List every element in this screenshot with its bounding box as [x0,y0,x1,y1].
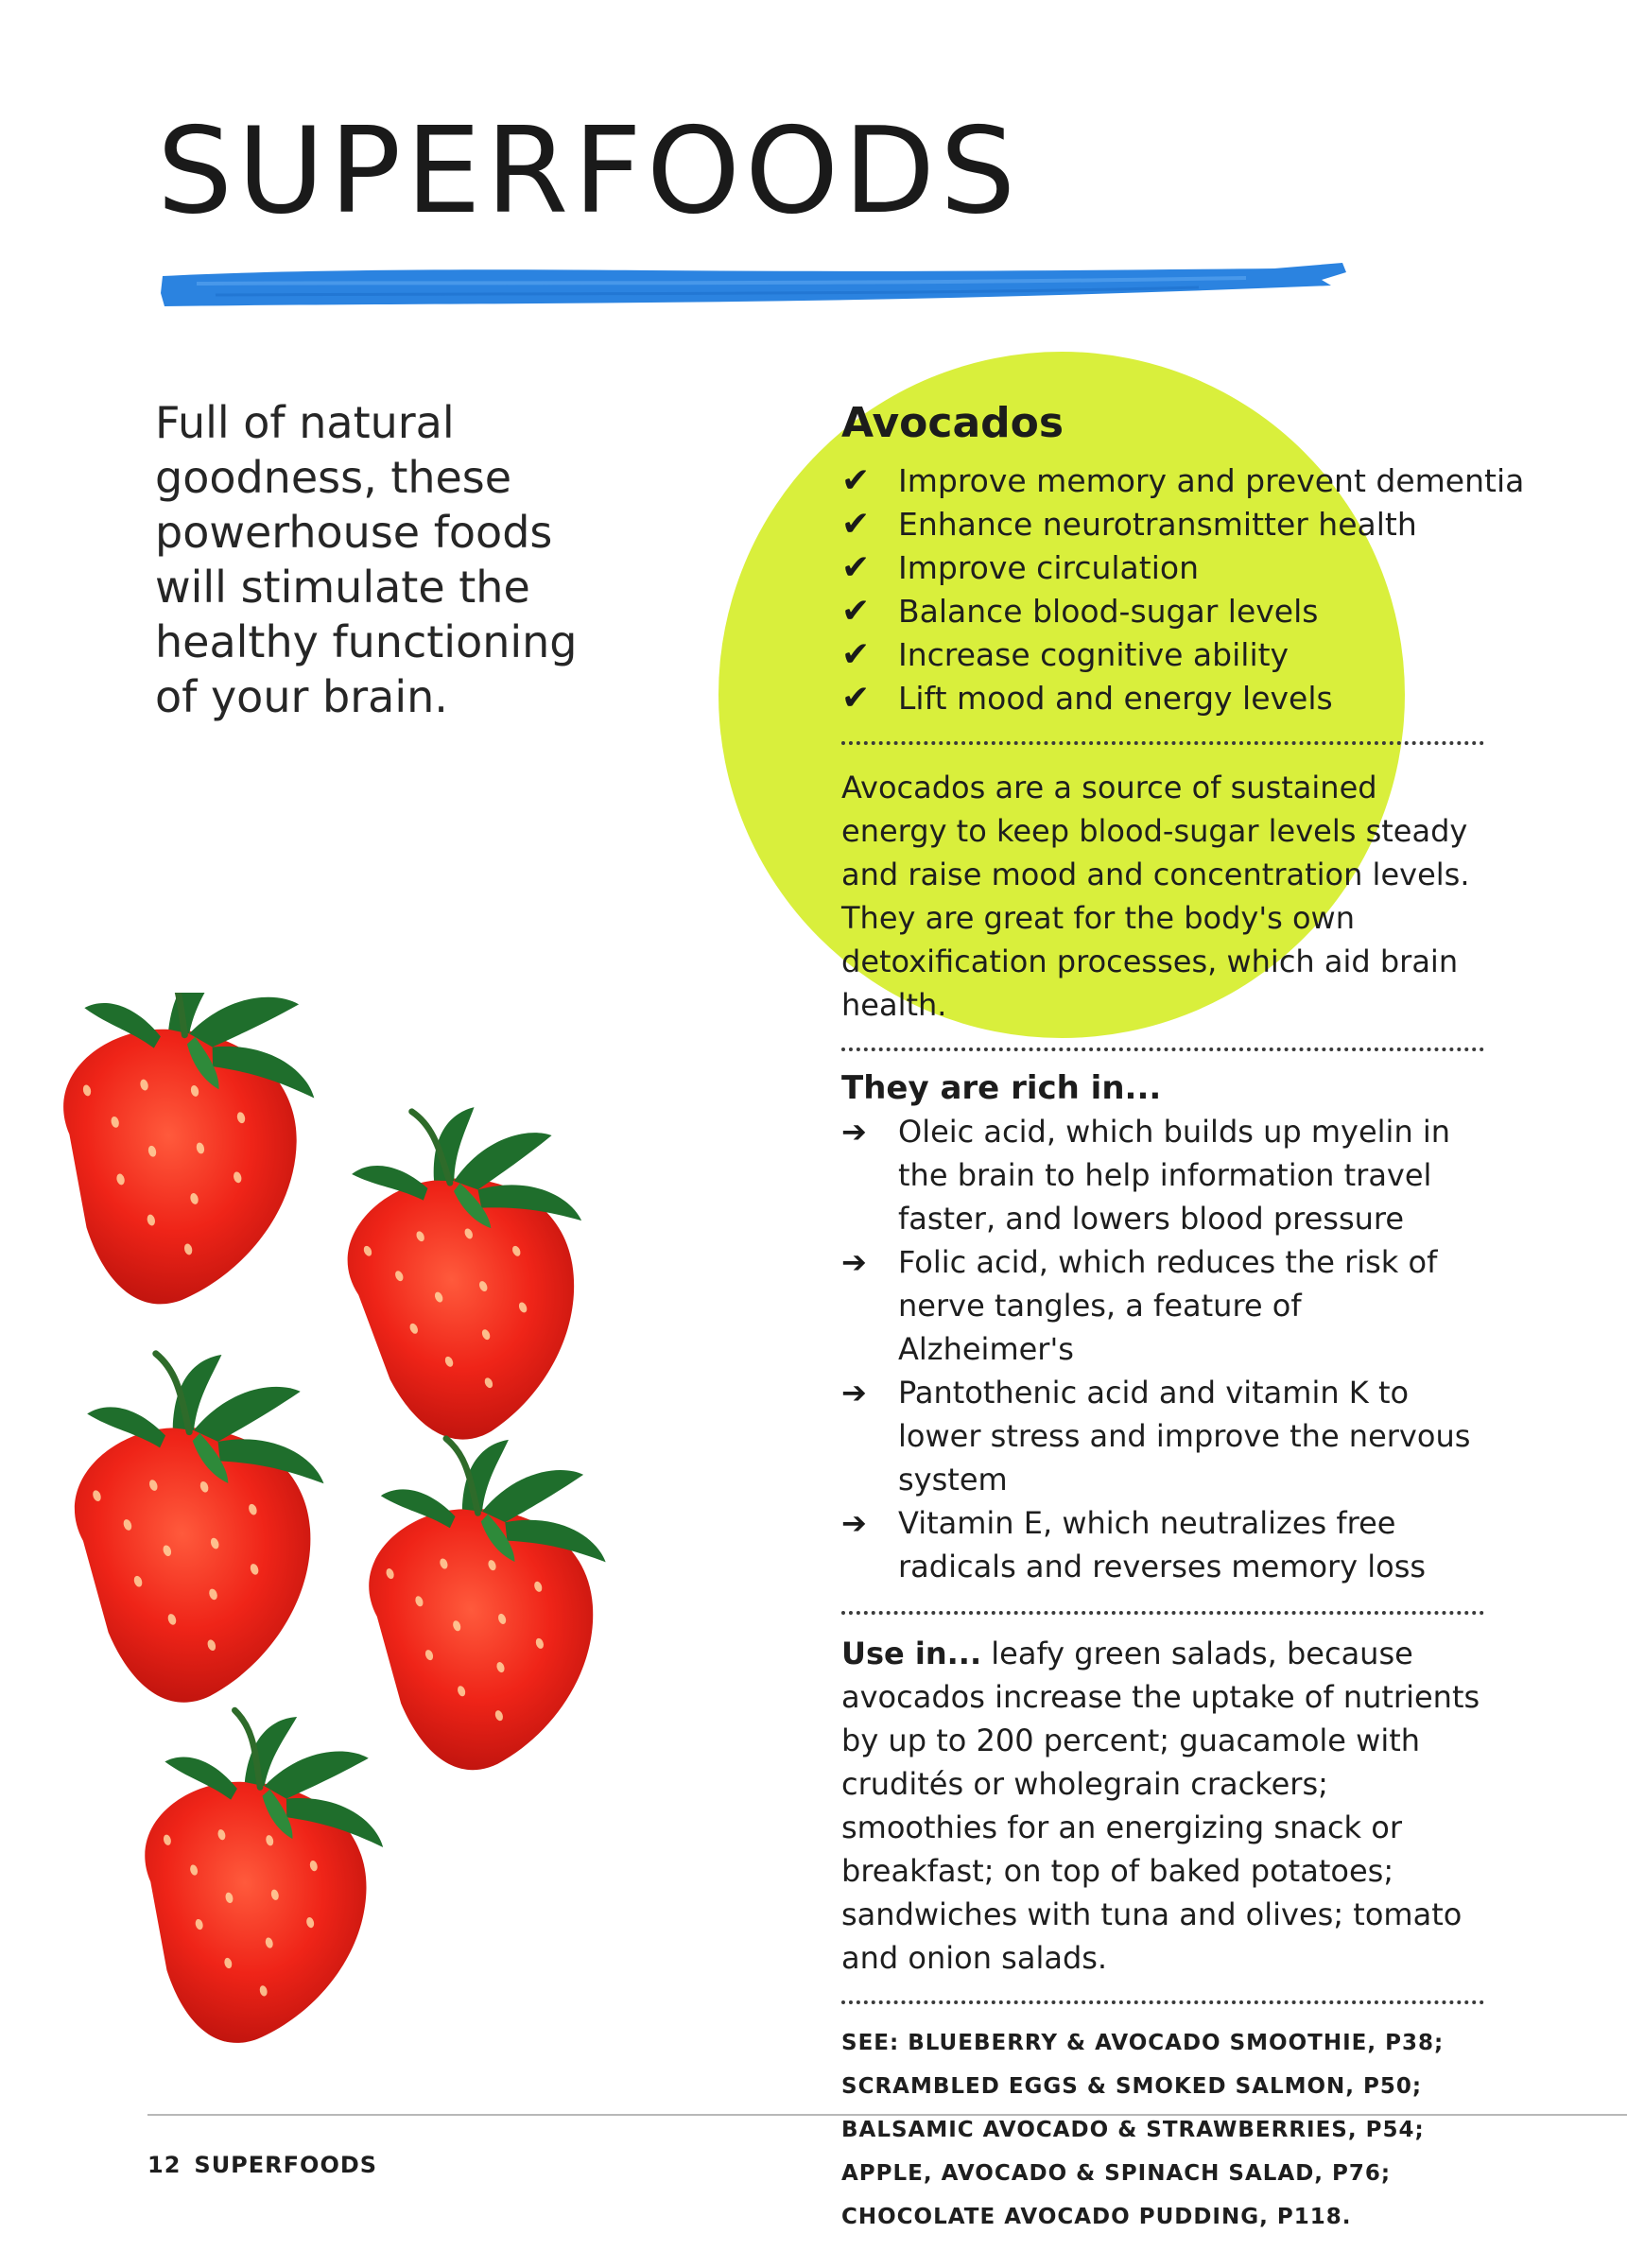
page-number: 12 [147,2152,182,2178]
benefit-item: ✔ Improve memory and prevent dementia [841,459,1484,503]
recipe-reference: CHOCOLATE AVOCADO PUDDING, P118. [841,2205,1352,2229]
nutrients-list [841,1110,1484,1588]
recipe-reference: SEE: BLUEBERRY & AVOCADO SMOOTHIE, P38; [841,2031,1445,2055]
footer-rule [147,2114,1627,2116]
dotted-divider [841,1611,1484,1615]
check-icon: ✔ [841,635,871,674]
avocado-section [841,397,1525,2239]
nutrient-item: ➔ Vitamin E, which neutralizes free radicals and reverses memory loss [841,1501,1484,1588]
benefit-item: ✔ Improve circulation [841,546,1484,590]
rich-in-heading: They are rich in... [841,1069,1162,1107]
strawberries-image [38,993,794,2061]
recipe-reference: SCRAMBLED EGGS & SMOKED SALMON, P50; [841,2074,1423,2099]
use-in-label: Use in... [841,1636,982,1671]
arrow-right-icon: ➔ [841,1505,867,1541]
arrow-right-icon: ➔ [841,1244,867,1280]
dotted-divider [841,1047,1484,1051]
brush-stroke-underline [159,257,1350,312]
recipe-reference: APPLE, AVOCADO & SPINACH SALAD, P76; [841,2161,1392,2186]
nutrient-item: ➔ Oleic acid, which builds up myelin in the brain to help information travel faster, and lowers blood pressure [841,1110,1484,1240]
nutrient-item: ➔ Folic acid, which reduces the risk of nerve tangles, a feature of Alzheimer's [841,1240,1484,1371]
food-description: Avocados are a source of sustained energy to keep blood-sugar levels steady and raise mood and concentration levels. They are great for the body's own detoxification processes, which aid brain health. [841,770,1470,1023]
check-icon: ✔ [841,461,871,500]
benefits-list [841,459,1525,720]
benefit-item: ✔ Lift mood and energy levels [841,677,1484,720]
benefit-item: ✔ Enhance neurotransmitter health [841,503,1484,546]
benefit-item: ✔ Balance blood-sugar levels [841,590,1484,633]
use-in-text: leafy green salads, because avocados increase the uptake of nutrients by up to 200 percent; guacamole with crudités or wholegrain crackers; smoothies for an energizing snack or breakfast; on top of baked potatoes; sandwiches with tuna and olives; tomato and onion salads. [841,1636,1480,1976]
nutrient-item: ➔ Pantothenic acid and vitamin K to lower stress and improve the nervous system [841,1371,1484,1501]
check-icon: ✔ [841,679,871,718]
dotted-divider [841,741,1484,745]
check-icon: ✔ [841,548,871,587]
benefit-item: ✔ Increase cognitive ability [841,633,1484,677]
page-title: SUPERFOODS [157,101,1021,240]
intro-text: Full of natural goodness, these powerhouse foods will stimulate the healthy functioning of your brain. [155,397,578,722]
check-icon: ✔ [841,592,871,631]
section-name: SUPERFOODS [194,2152,378,2178]
dotted-divider [841,2000,1484,2004]
recipe-reference: BALSAMIC AVOCADO & STRAWBERRIES, P54; [841,2118,1425,2142]
food-heading: Avocados [841,399,1064,447]
use-in-paragraph [841,1632,1484,1980]
see-also-list [841,2021,1484,2239]
page-footer [147,2152,377,2178]
arrow-right-icon: ➔ [841,1114,867,1150]
arrow-right-icon: ➔ [841,1375,867,1411]
check-icon: ✔ [841,505,871,544]
